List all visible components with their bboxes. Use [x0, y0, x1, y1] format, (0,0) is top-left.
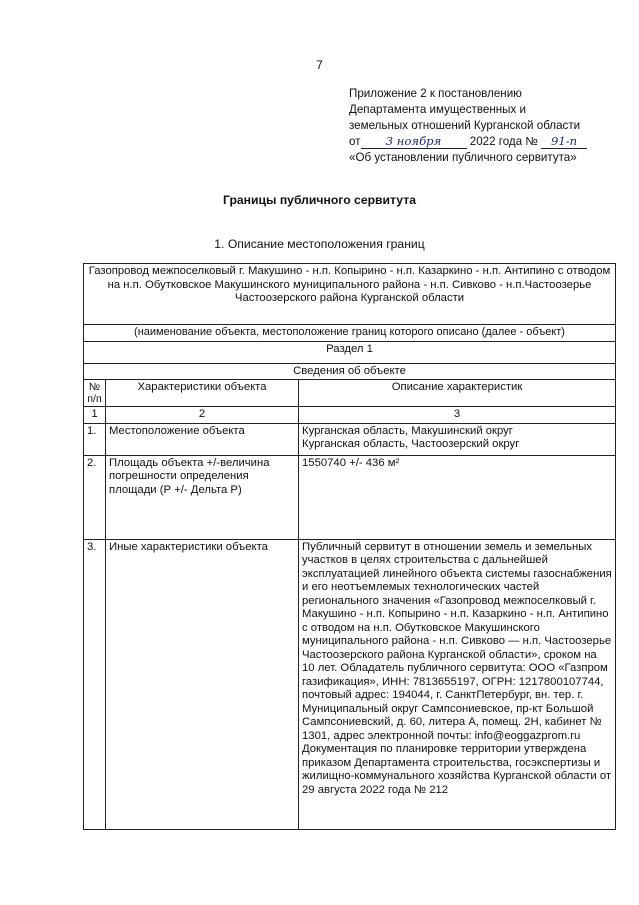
appendix-line-4	[349, 134, 619, 150]
appendix-line-2: Департамента имущественных и	[349, 103, 526, 116]
page-number: 7	[316, 58, 323, 72]
header-characteristic: Характеристики объекта	[106, 380, 299, 407]
row-3-characteristic: Иные характеристики объекта	[106, 539, 299, 830]
row-3-description: Публичный сервитут в отношении земель и земельных участков в целях строительства с дальнейшей эксплуатацией линейного объекта системы газоснабжения и его неотъемлемых технологических частей регионального значения «Газопровод межпоселковый г. Макушино - н.п. Копырино - н.п. Казаркино - н.п. Антипино с отводом на н.п. Обутковское Макушинского муниципального района - н.п. Сивково — н.п. Частоозерье Частоозерского района Курганской области», сроком на 10 лет. Обладатель публичного сервитута: ООО «Газпром газификация», ИНН: 7813655197, ОГРН: 1217800107744, почтовый адрес: 194044, г. СанктПетербург, вн. тер. г. Муниципальный округ Сампсониевское, пр-кт Большой Сампсониевский, д. 60, литера А, помещ. 2Н, кабинет № 1301, адрес электронной почты: info@eoggazprom.ru Документация по планировке территории утверждена приказом Департамента строительства, госэкспертизы и жилищно-коммунального хозяйства Курганской области от 29 августа 2022 года № 212	[299, 539, 616, 830]
row-1-num: 1.	[84, 423, 106, 455]
section-title: Сведения об объекте	[84, 363, 616, 380]
row-1-description	[299, 423, 616, 455]
handwritten-date: 3 ноября	[361, 135, 467, 149]
col-number-3: 3	[299, 407, 616, 424]
handwritten-number: 91-п	[541, 135, 587, 149]
row-2-num: 2.	[84, 455, 106, 539]
row-1-description-line: Курганская область, Частоозерский округ	[302, 438, 520, 450]
section-subtitle: 1. Описание местоположения границ	[214, 237, 425, 251]
appendix-from: от	[349, 135, 361, 148]
row-1-characteristic: Местоположение объекта	[106, 423, 299, 455]
row-2-description: 1550740 +/- 436 м²	[299, 455, 616, 539]
header-num: № п/п	[84, 380, 106, 407]
table-row	[84, 539, 616, 830]
appendix-line-5: «Об установлении публичного сервитута»	[349, 151, 577, 164]
row-2-characteristic: Площадь объекта +/-величина погрешности определения площади (Р +/- Дельта Р)	[106, 455, 299, 539]
object-name: Газопровод межпоселковый г. Макушино - н.п. Копырино - н.п. Казаркино - н.п. Антипино с отводом на н.п. Обутковское Макушинского муниципального района - н.п. Сивково - н.п.Частоозерье Частоозерского района Курганской области	[84, 264, 616, 325]
appendix-header	[349, 86, 619, 166]
appendix-year: 2022 года №	[469, 135, 538, 148]
col-number-1: 1	[84, 407, 106, 424]
section-label: Раздел 1	[84, 341, 616, 363]
header-description: Описание характеристик	[299, 380, 616, 407]
col-number-2: 2	[106, 407, 299, 424]
object-caption: (наименование объекта, местоположение границ которого описано (далее - объект)	[84, 325, 616, 342]
servitude-table	[83, 263, 616, 830]
table-row	[84, 423, 616, 455]
appendix-line-3: земельных отношений Курганской области	[349, 119, 581, 132]
appendix-line-1: Приложение 2 к постановлению	[349, 87, 522, 100]
table-row	[84, 455, 616, 539]
document-title: Границы публичного сервитута	[223, 193, 416, 207]
row-1-description-line: Курганская область, Макушинский округ	[302, 424, 513, 437]
row-3-num: 3.	[84, 539, 106, 830]
